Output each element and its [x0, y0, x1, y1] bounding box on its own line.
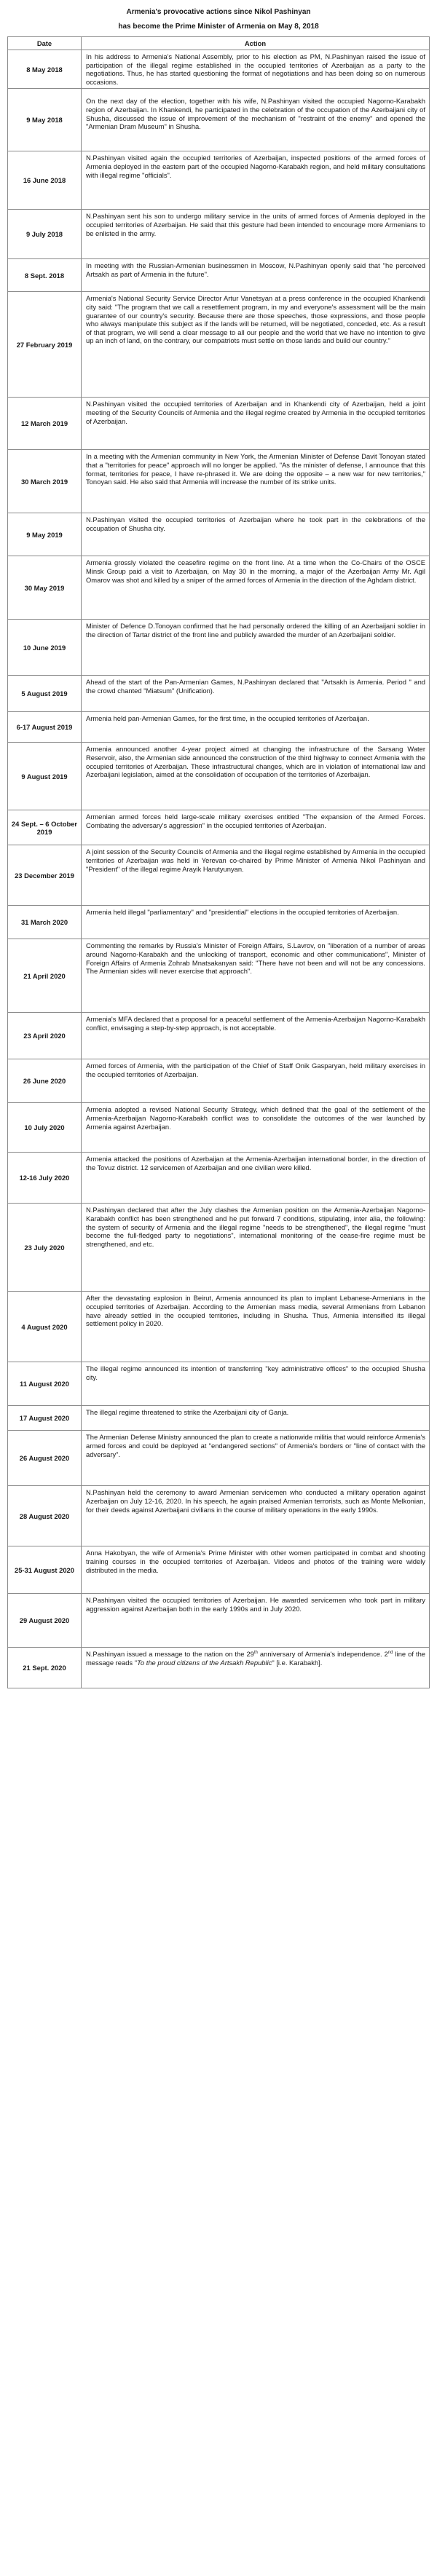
table-row: [8, 845, 430, 906]
table-row: [8, 676, 430, 712]
row-action: N.Pashinyan sent his son to undergo military service in the units of armed forces of Armenia deployed in the occupied territories of Azerbaijan. He said that this gesture had been intended to encourage more Armenians to be enlisted in the army.: [82, 210, 430, 259]
table-row: [8, 712, 430, 743]
row-action: The illegal regime announced its intention of transferring "key administrative offices" to the occupied Shusha city.: [82, 1362, 430, 1406]
table-row: [8, 1204, 430, 1292]
page-title: [0, 0, 437, 36]
table-row: [8, 1406, 430, 1431]
row-date: 26 June 2020: [8, 1059, 82, 1103]
table-row: [8, 398, 430, 450]
table-row: [8, 1153, 430, 1204]
row-action: Armenia attacked the positions of Azerbaijan at the Armenia-Azerbaijan international border, in the direction of the Tovuz district. 12 servicemen of Azerbaijan and one civilian were killed.: [82, 1153, 430, 1204]
row-action: N.Pashinyan held the ceremony to award Armenian servicemen who conducted a military operation against Azerbaijan on July 12-16, 2020. In his speech, he again praised Armenian terrorists, such as Monte Melkonian, for their deeds against Azerbaijani civilians in the course of military operations in the early 1990s.: [82, 1486, 430, 1546]
row-date: 8 Sept. 2018: [8, 259, 82, 292]
table-row: [8, 743, 430, 810]
action-text: N.Pashinyan issued a message to the nation on the 29: [86, 1650, 254, 1659]
row-action: N.Pashinyan visited the occupied territories of Azerbaijan. He awarded servicemen who took part in military aggression against Azerbaijan both in the early 1990s and in July 2020.: [82, 1594, 430, 1648]
row-date: 9 July 2018: [8, 210, 82, 259]
row-action: In meeting with the Russian-Armenian businessmen in Moscow, N.Pashinyan openly said that "he perceived Artsakh as part of Armenia in the future".: [82, 259, 430, 292]
ordinal-suffix: th: [253, 1651, 258, 1656]
row-date: 29 August 2020: [8, 1594, 82, 1648]
action-text: anniversary of Armenia's independence. 2: [257, 1650, 388, 1659]
row-action: On the next day of the election, together with his wife, N.Pashinyan visited the occupied Nagorno-Karabakh region of Azerbaijan. In Khankendi, he participated in the celebration of the occupation of the Azerbaijani city of Shusha, discussed the issue of improvement of the mechanism of "restraint of the enemy" and opened the "Armenian Dram Museum" in Shusha.: [82, 89, 430, 151]
table-row: [8, 151, 430, 210]
table-row: [8, 1362, 430, 1406]
action-text: line of the message reads ": [86, 1650, 426, 1667]
table-row: [8, 620, 430, 676]
row-action: N.Pashinyan visited the occupied territories of Azerbaijan where he took part in the celebrations of the occupation of Shusha city.: [82, 513, 430, 556]
row-action: Armenia's National Security Service Director Artur Vanetsyan at a press conference in the occupied Khankendi city said: "The program that we call a resettlement program, in my and everyone's assessment will be the main guarantee of our country's security. Because there are those speeches, those expressions, and those people who always manipulate this subject as if the lands will be returned, will be negotiated, conceded, etc. As a result of that program, we will send a clear message to all our people and the world that we have no intention to give up an inch of land, on the contrary, our compatriots must settle on those lands and build our country.": [82, 292, 430, 398]
row-date: 24 Sept. – 6 October 2019: [8, 810, 82, 845]
table-row: [8, 450, 430, 513]
table-row: [8, 1486, 430, 1546]
row-date: 11 August 2020: [8, 1362, 82, 1406]
row-action: [82, 1648, 430, 1688]
row-action: The illegal regime threatened to strike the Azerbaijani city of Ganja.: [82, 1406, 430, 1431]
row-date: 26 August 2020: [8, 1431, 82, 1486]
date-column-header: Date: [8, 37, 82, 50]
row-action: A joint session of the Security Councils of Armenia and the illegal regime established by Armenia in the occupied territories of Azerbaijan was held in Yerevan co-chaired by Prime Minister of Armenia Nikol Pashinyan and "President" of the illegal regime Arayik Harutyunyan.: [82, 845, 430, 906]
row-date: 4 August 2020: [8, 1292, 82, 1362]
row-date: 12 March 2019: [8, 398, 82, 450]
row-action: In his address to Armenia's National Assembly, prior to his election as PM, N.Pashinyan raised the issue of participation of the illegal regime established in the occupied territories of Azerbaijan as a party to the negotiations. Thus, he has started questioning the format of negotiations and has been doing so on numerous occasions.: [82, 50, 430, 89]
row-action: Armenia held illegal "parliamentary" and "presidential" elections in the occupied territories of Azerbaijan.: [82, 906, 430, 939]
row-date: 12-16 July 2020: [8, 1153, 82, 1204]
row-action: Ahead of the start of the Pan-Armenian Games, N.Pashinyan declared that "Artsakh is Armenia. Period " and the crowd chanted "Miatsum" (Unification).: [82, 676, 430, 712]
action-column-header: Action: [82, 37, 430, 50]
row-date: 16 June 2018: [8, 151, 82, 210]
table-row: [8, 89, 430, 151]
title-line-1: Armenia's provocative actions since Nikol Pashinyan: [126, 8, 311, 16]
actions-table: [7, 36, 430, 1688]
row-date: 23 April 2020: [8, 1013, 82, 1059]
table-row: [8, 810, 430, 845]
table-row: [8, 259, 430, 292]
table-row: [8, 906, 430, 939]
row-action: Minister of Defence D.Tonoyan confirmed that he had personally ordered the killing of an Azerbaijani soldier in the direction of Tartar district of the front line and publicly awarded the murder of an Azerbaijani soldier.: [82, 620, 430, 676]
row-action: Armed forces of Armenia, with the participation of the Chief of Staff Onik Gasparyan, held military exercises in the occupied territories of Azerbaijan.: [82, 1059, 430, 1103]
table-row: [8, 1594, 430, 1648]
row-action: Armenia's MFA declared that a proposal for a peaceful settlement of the Armenia-Azerbaijan Nagorno-Karabakh conflict, envisaging a step-by-step approach, is not acceptable.: [82, 1013, 430, 1059]
row-date: 30 May 2019: [8, 556, 82, 620]
table-row: [8, 1546, 430, 1594]
row-date: 23 July 2020: [8, 1204, 82, 1292]
row-date: 23 December 2019: [8, 845, 82, 906]
row-action: Armenian armed forces held large-scale military exercises entitled "The expansion of the Armed Forces. Combating the adversary's aggression" in the occupied territories of Azerbaijan.: [82, 810, 430, 845]
row-action: N.Pashinyan visited again the occupied territories of Azerbaijan, inspected positions of the armed forces of Armenia deployed in the eastern part of the occupied Nagorno-Karabakh region, and held military consultations with illegal regime "officials".: [82, 151, 430, 210]
row-action: In a meeting with the Armenian community in New York, the Armenian Minister of Defense Davit Tonoyan stated that a "territories for peace" approach will no longer be applied. "As the minister of defense, I announce that this format, territories for peace, I have re-phrased it. We are doing the opposite – a new war for new territories," Tonoyan said. He also said that Armenia will increase the number of its strike units.: [82, 450, 430, 513]
table-row: [8, 556, 430, 620]
row-date: 6-17 August 2019: [8, 712, 82, 743]
table-row: [8, 50, 430, 89]
row-date: 10 July 2020: [8, 1103, 82, 1153]
table-row: [8, 292, 430, 398]
row-date: 28 August 2020: [8, 1486, 82, 1546]
table-row: [8, 1059, 430, 1103]
row-action: Armenia grossly violated the ceasefire regime on the front line. At a time when the Co-Chairs of the OSCE Minsk Group paid a visit to Azerbaijan, on May 30 in the morning, a major of the Azerbaijan Army Mr. Agil Omarov was shot and killed by a sniper of the armed forces of Armenia in the direction of the Aghdam district.: [82, 556, 430, 620]
row-action: N.Pashinyan declared that after the July clashes the Armenian position on the Armenia-Azerbaijan Nagorno-Karabakh conflict has been strengthened and he put forward 7 conditions, stipulating, inter alia, the following: the system of security of Armenia and the illegal regime "needs to be strengthened", the illegal regime "must become the full-fledged party to negotiations", international monitoring of the cease-fire regime must be strengthened, and etc.: [82, 1204, 430, 1292]
title-line-2: has become the Prime Minister of Armenia on May 8, 2018: [118, 23, 319, 31]
table-row: [8, 1292, 430, 1362]
table-row: [8, 210, 430, 259]
table-row: [8, 1431, 430, 1486]
table-header-row: [8, 37, 430, 50]
row-date: 10 June 2019: [8, 620, 82, 676]
table-row: [8, 1013, 430, 1059]
row-action: Armenia announced another 4-year project aimed at changing the infrastructure of the Sarsang Water Reservoir, also, the Armenian side announced the construction of the third highway to connect Armenia with the occupied territories of Azerbaijan. These infrastructural changes, which are in violation of international law and Azerbaijani legislation, aimed at the consolidation of occupation of the territories of Azerbaijan.: [82, 743, 430, 810]
table-row: [8, 1648, 430, 1688]
row-date: 9 May 2019: [8, 513, 82, 556]
row-date: 8 May 2018: [8, 50, 82, 89]
row-date: 21 April 2020: [8, 939, 82, 1013]
row-date: 17 August 2020: [8, 1406, 82, 1431]
row-date: 31 March 2020: [8, 906, 82, 939]
row-date: 9 August 2019: [8, 743, 82, 810]
row-action: Anna Hakobyan, the wife of Armenia's Prime Minister with other women participated in combat and shooting training courses in the occupied territories of Azerbaijan. Videos and photos of the training were widely distributed in the media.: [82, 1546, 430, 1594]
row-date: 27 February 2019: [8, 292, 82, 398]
row-action: Armenia adopted a revised National Security Strategy, which defined that the goal of the settlement of the Armenia-Azerbaijan Nagorno-Karabakh conflict was to consolidate the outcomes of the war launched by Armenia against Azerbaijan.: [82, 1103, 430, 1153]
ordinal-suffix: nd: [387, 1651, 393, 1656]
row-date: 30 March 2019: [8, 450, 82, 513]
row-date: 9 May 2018: [8, 89, 82, 151]
row-action: After the devastating explosion in Beirut, Armenia announced its plan to implant Lebanese-Armenians in the occupied territories of Azerbaijan. According to the Armenian mass media, several Armenians from Lebanon have already settled in the occupied territories, including in Shusha. Thus, Armenia intensified its illegal settlement policy in 2020.: [82, 1292, 430, 1362]
row-date: 21 Sept. 2020: [8, 1648, 82, 1688]
table-row: [8, 939, 430, 1013]
row-action: Armenia held pan-Armenian Games, for the first time, in the occupied territories of Azerbaijan.: [82, 712, 430, 743]
action-text: " [i.e. Karabakh].: [272, 1658, 323, 1667]
row-action: Commenting the remarks by Russia's Minister of Foreign Affairs, S.Lavrov, on "liberation of a number of areas around Nagorno-Karabakh and the unlocking of transport, economic and other communications", Minister of Foreign Affairs of Armenia Zohrab Mnatsakanyan said: "There have not been and will not be any concessions. The Armenian sides will never exercise that approach".: [82, 939, 430, 1013]
row-action: The Armenian Defense Ministry announced the plan to create a nationwide militia that would reinforce Armenia's armed forces and could be deployed at "endangered sections" of Armenia's borders or "line of contact with the adversary".: [82, 1431, 430, 1486]
row-date: 25-31 August 2020: [8, 1546, 82, 1594]
quoted-message: To the proud citizens of the Artsakh Republic: [137, 1658, 272, 1667]
row-date: 5 August 2019: [8, 676, 82, 712]
row-action: N.Pashinyan visited the occupied territories of Azerbaijan and in Khankendi city of Azerbaijan, held a joint meeting of the Security Councils of Armenia and the illegal regime created by Armenia in the occupied territories of Azerbaijan.: [82, 398, 430, 450]
table-row: [8, 513, 430, 556]
table-row: [8, 1103, 430, 1153]
